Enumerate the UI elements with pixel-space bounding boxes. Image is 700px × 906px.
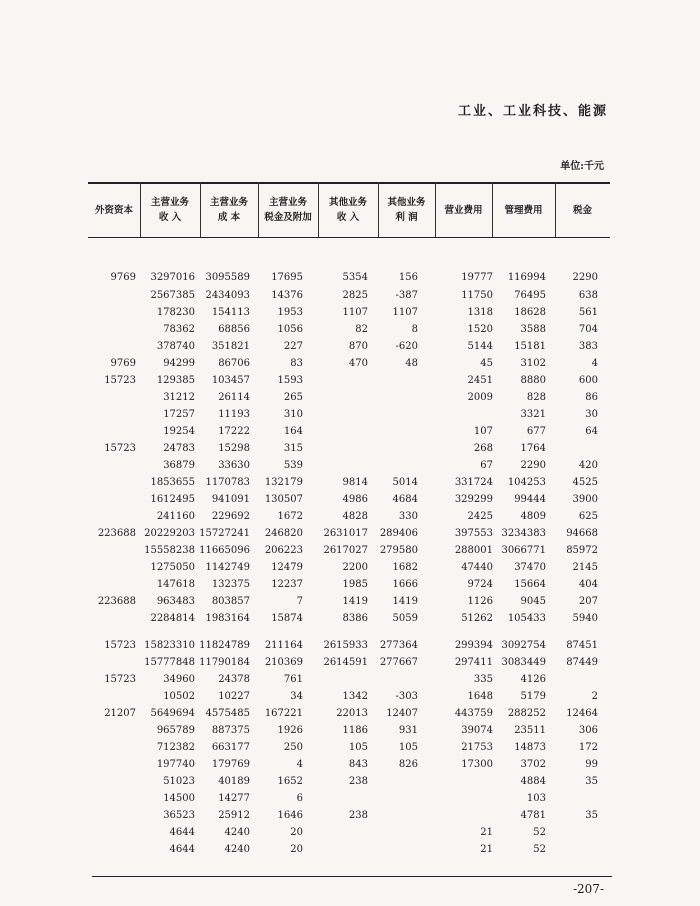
table-cell-c2: 4240 xyxy=(224,844,250,855)
table-cell-c7: 3702 xyxy=(520,759,546,770)
table-cell-c1: 10502 xyxy=(163,691,195,702)
table-cell-c1: 51023 xyxy=(163,776,195,787)
table-cell-c6: 1318 xyxy=(467,307,493,318)
table-cell-c5: 5059 xyxy=(392,613,418,624)
table-cell-c4: 2617027 xyxy=(323,545,368,556)
table-cell-c5: 4684 xyxy=(392,494,418,505)
table-cell-c7: 2290 xyxy=(520,460,546,471)
table-cell-c4: 470 xyxy=(348,358,368,369)
table-cell-c2: 2434093 xyxy=(205,290,250,301)
table-cell-c3: 130507 xyxy=(264,494,303,505)
table-cell-c1: 36879 xyxy=(163,460,195,471)
table-cell-c4: 870 xyxy=(348,341,368,352)
table-cell-c6: 299394 xyxy=(454,640,493,651)
table-cell-c6: 19777 xyxy=(461,272,493,283)
table-cell-c5: 931 xyxy=(398,725,418,736)
table-cell-c5: 277667 xyxy=(379,657,418,668)
table-cell-c6: 268 xyxy=(473,443,493,454)
table-cell-c3: 1672 xyxy=(277,511,303,522)
table-cell-c5: 1682 xyxy=(392,562,418,573)
table-cell-c3: 17695 xyxy=(271,272,303,283)
table-cell-c8: 172 xyxy=(578,742,598,753)
table-cell-c6: 288001 xyxy=(454,545,493,556)
table-cell-c8: 306 xyxy=(578,725,598,736)
table-cell-c7: 828 xyxy=(526,392,546,403)
table-cell-c3: 310 xyxy=(283,409,303,420)
column-header-c0 xyxy=(88,190,140,230)
table-cell-c3: 132179 xyxy=(264,477,303,488)
table-cell-c1: 19254 xyxy=(163,426,195,437)
table-cell-c6: 45 xyxy=(480,358,493,369)
table-cell-c2: 86706 xyxy=(218,358,250,369)
table-cell-c1: 15823310 xyxy=(144,640,195,651)
table-cell-c7: 4126 xyxy=(520,674,546,685)
table-cell-c5: 156 xyxy=(398,272,418,283)
table-cell-c3: 164 xyxy=(283,426,303,437)
table-cell-c2: 887375 xyxy=(211,725,250,736)
section-title: 工业、工业科技、能源 xyxy=(457,104,608,119)
table-cell-c6: 17300 xyxy=(461,759,493,770)
table-cell-c8: 87449 xyxy=(566,657,598,668)
table-cell-c2: 154113 xyxy=(211,307,250,318)
table-cell-c7: 288252 xyxy=(507,708,546,719)
table-cell-c5: 1419 xyxy=(392,596,418,607)
table-cell-c2: 14277 xyxy=(218,793,250,804)
column-header-c6 xyxy=(435,190,492,230)
table-cell-c3: 265 xyxy=(283,392,303,403)
table-cell-c2: 1170783 xyxy=(205,477,250,488)
table-cell-c1: 3297016 xyxy=(150,272,195,283)
table-cell-c0: 9769 xyxy=(110,358,136,369)
table-cell-c1: 129385 xyxy=(156,375,195,386)
table-cell-c3: 539 xyxy=(283,460,303,471)
table-cell-c1: 34960 xyxy=(163,674,195,685)
table-cell-c2: 941091 xyxy=(211,494,250,505)
table-cell-c4: 2631017 xyxy=(323,528,368,539)
table-cell-c8: 404 xyxy=(578,579,598,590)
table-cell-c1: 178230 xyxy=(156,307,195,318)
table-cell-c4: 1107 xyxy=(342,307,368,318)
table-cell-c0: 15723 xyxy=(104,640,136,651)
table-cell-c3: 83 xyxy=(290,358,303,369)
table-cell-c6: 47440 xyxy=(461,562,493,573)
table-cell-c0: 15723 xyxy=(104,375,136,386)
table-cell-c3: 6 xyxy=(296,793,303,804)
table-cell-c6: 67 xyxy=(480,460,493,471)
table-cell-c6: 1520 xyxy=(467,324,493,335)
table-cell-c8: 704 xyxy=(578,324,598,335)
table-cell-c6: 2451 xyxy=(467,375,493,386)
table-cell-c7: 37470 xyxy=(514,562,546,573)
table-cell-c0: 15723 xyxy=(104,443,136,454)
table-cell-c3: 1926 xyxy=(277,725,303,736)
table-cell-c2: 11790184 xyxy=(199,657,250,668)
table-cell-c6: 11750 xyxy=(461,290,493,301)
column-header-c8 xyxy=(555,190,610,230)
table-cell-c1: 17257 xyxy=(163,409,195,420)
table-cell-c6: 1648 xyxy=(467,691,493,702)
table-cell-c5: 330 xyxy=(398,511,418,522)
table-cell-c1: 1612495 xyxy=(150,494,195,505)
table-cell-c4: 2615933 xyxy=(323,640,368,651)
table-top-rule xyxy=(88,182,610,184)
table-cell-c3: 1646 xyxy=(277,810,303,821)
table-cell-c7: 5179 xyxy=(520,691,546,702)
table-cell-c7: 677 xyxy=(526,426,546,437)
table-cell-c1: 4644 xyxy=(169,827,195,838)
column-header-c3 xyxy=(258,190,318,230)
table-cell-c8: 600 xyxy=(578,375,598,386)
table-cell-c6: 21 xyxy=(480,844,493,855)
table-cell-c8: 5940 xyxy=(572,613,598,624)
table-cell-c2: 132375 xyxy=(211,579,250,590)
table-cell-c7: 3321 xyxy=(520,409,546,420)
table-cell-c7: 15181 xyxy=(514,341,546,352)
table-cell-c2: 1142749 xyxy=(205,562,250,573)
table-cell-c2: 25912 xyxy=(218,810,250,821)
table-cell-c1: 1853655 xyxy=(150,477,195,488)
table-cell-c6: 2425 xyxy=(467,511,493,522)
table-cell-c7: 4884 xyxy=(520,776,546,787)
table-cell-c2: 11193 xyxy=(218,409,250,420)
table-cell-c8: 4525 xyxy=(572,477,598,488)
table-cell-c2: 24378 xyxy=(218,674,250,685)
column-header-line: 主营业务 xyxy=(209,197,248,208)
table-cell-c8: 99 xyxy=(585,759,598,770)
table-cell-c3: 4 xyxy=(296,759,303,770)
table-cell-c3: 206223 xyxy=(264,545,303,556)
table-cell-c5: 48 xyxy=(405,358,418,369)
table-cell-c4: 843 xyxy=(348,759,368,770)
table-cell-c1: 15558238 xyxy=(144,545,195,556)
table-cell-c5: 1666 xyxy=(392,579,418,590)
table-cell-c5: 8 xyxy=(411,324,418,335)
table-cell-c5: 5014 xyxy=(392,477,418,488)
table-cell-c3: 12237 xyxy=(271,579,303,590)
table-cell-c3: 1593 xyxy=(277,375,303,386)
table-cell-c7: 76495 xyxy=(514,290,546,301)
table-cell-c4: 1186 xyxy=(342,725,368,736)
column-header-line: 主营业务 xyxy=(150,197,189,208)
table-cell-c7: 52 xyxy=(533,844,546,855)
table-cell-c8: 87451 xyxy=(566,640,598,651)
table-cell-c8: 94668 xyxy=(566,528,598,539)
table-cell-c8: 561 xyxy=(578,307,598,318)
table-cell-c5: 12407 xyxy=(386,708,418,719)
table-cell-c0: 21207 xyxy=(104,708,136,719)
table-cell-c6: 5144 xyxy=(467,341,493,352)
table-cell-c3: 20 xyxy=(290,827,303,838)
table-cell-c1: 2567385 xyxy=(150,290,195,301)
table-cell-c3: 761 xyxy=(283,674,303,685)
table-cell-c3: 250 xyxy=(283,742,303,753)
table-cell-c2: 803857 xyxy=(211,596,250,607)
table-cell-c8: 420 xyxy=(578,460,598,471)
table-cell-c1: 712382 xyxy=(156,742,195,753)
table-cell-c0: 223688 xyxy=(97,596,136,607)
column-header-line: 营业费用 xyxy=(444,204,483,216)
table-cell-c1: 24783 xyxy=(163,443,195,454)
table-cell-c1: 20229203 xyxy=(144,528,195,539)
table-cell-c2: 3095589 xyxy=(205,272,250,283)
column-header-line: 利 润 xyxy=(395,212,418,223)
table-cell-c4: 2614591 xyxy=(323,657,368,668)
table-cell-c1: 2284814 xyxy=(150,613,195,624)
table-cell-c5: -387 xyxy=(395,290,418,301)
table-cell-c1: 94299 xyxy=(163,358,195,369)
table-cell-c1: 963483 xyxy=(156,596,195,607)
table-cell-c7: 3092754 xyxy=(501,640,546,651)
table-cell-c2: 351821 xyxy=(211,341,250,352)
table-cell-c2: 40189 xyxy=(218,776,250,787)
table-cell-c7: 99444 xyxy=(514,494,546,505)
table-cell-c2: 68856 xyxy=(218,324,250,335)
table-cell-c6: 21753 xyxy=(461,742,493,753)
table-header-rule xyxy=(88,237,610,238)
table-cell-c8: 85972 xyxy=(566,545,598,556)
table-cell-c8: 2290 xyxy=(572,272,598,283)
table-cell-c6: 21 xyxy=(480,827,493,838)
column-header-line: 收 入 xyxy=(158,212,182,223)
table-cell-c8: 2145 xyxy=(572,562,598,573)
table-cell-c5: -303 xyxy=(395,691,418,702)
table-cell-c8: 35 xyxy=(585,776,598,787)
table-cell-c4: 4828 xyxy=(342,511,368,522)
table-cell-c1: 241160 xyxy=(156,511,195,522)
table-cell-c1: 78362 xyxy=(163,324,195,335)
table-cell-c6: 1126 xyxy=(467,596,493,607)
table-cell-c1: 36523 xyxy=(163,810,195,821)
table-cell-c8: 383 xyxy=(578,341,598,352)
table-cell-c1: 4644 xyxy=(169,844,195,855)
table-cell-c2: 11824789 xyxy=(199,640,250,651)
table-cell-c0: 9769 xyxy=(110,272,136,283)
table-cell-c4: 238 xyxy=(348,810,368,821)
table-cell-c1: 31212 xyxy=(163,392,195,403)
table-cell-c1: 378740 xyxy=(156,341,195,352)
table-cell-c5: 289406 xyxy=(379,528,418,539)
table-cell-c4: 4986 xyxy=(342,494,368,505)
table-cell-c3: 15874 xyxy=(271,613,303,624)
column-header-line: 税金及附加 xyxy=(264,212,312,223)
table-cell-c3: 246820 xyxy=(264,528,303,539)
table-cell-c6: 107 xyxy=(473,426,493,437)
table-cell-c8: 3900 xyxy=(572,494,598,505)
table-cell-c4: 8386 xyxy=(342,613,368,624)
column-header-line: 其他业务 xyxy=(387,197,426,208)
table-cell-c2: 4575485 xyxy=(205,708,250,719)
table-cell-c3: 1056 xyxy=(277,324,303,335)
table-cell-c7: 23511 xyxy=(514,725,546,736)
table-cell-c2: 1983164 xyxy=(205,613,250,624)
table-cell-c7: 105433 xyxy=(507,613,546,624)
table-cell-c6: 397553 xyxy=(454,528,493,539)
table-cell-c8: 64 xyxy=(585,426,598,437)
table-cell-c3: 315 xyxy=(283,443,303,454)
table-cell-c8: 35 xyxy=(585,810,598,821)
column-header-line: 外资资本 xyxy=(94,204,133,216)
table-cell-c6: 2009 xyxy=(467,392,493,403)
table-cell-c3: 227 xyxy=(283,341,303,352)
table-cell-c3: 210369 xyxy=(264,657,303,668)
table-cell-c6: 9724 xyxy=(467,579,493,590)
column-header-c1 xyxy=(140,190,200,230)
column-header-line: 管理费用 xyxy=(504,204,543,216)
table-cell-c8: 30 xyxy=(585,409,598,420)
table-cell-c4: 105 xyxy=(348,742,368,753)
table-cell-c2: 10227 xyxy=(218,691,250,702)
table-cell-c8: 207 xyxy=(578,596,598,607)
table-cell-c7: 3066771 xyxy=(501,545,546,556)
column-header-line: 税金 xyxy=(572,204,592,216)
table-cell-c1: 15777848 xyxy=(144,657,195,668)
table-cell-c1: 147618 xyxy=(156,579,195,590)
table-cell-c3: 12479 xyxy=(271,562,303,573)
table-cell-c3: 1953 xyxy=(277,307,303,318)
column-header-c7 xyxy=(492,190,555,230)
table-cell-c1: 5649694 xyxy=(150,708,195,719)
table-cell-c6: 39074 xyxy=(461,725,493,736)
table-cell-c6: 335 xyxy=(473,674,493,685)
column-header-line: 其他业务 xyxy=(328,197,367,208)
table-cell-c4: 5354 xyxy=(342,272,368,283)
table-cell-c1: 14500 xyxy=(163,793,195,804)
table-cell-c4: 82 xyxy=(355,324,368,335)
table-cell-c5: -620 xyxy=(395,341,418,352)
table-cell-c2: 663177 xyxy=(211,742,250,753)
table-cell-c8: 86 xyxy=(585,392,598,403)
table-cell-c1: 197740 xyxy=(156,759,195,770)
page-number: -207- xyxy=(572,882,604,896)
table-cell-c6: 329299 xyxy=(454,494,493,505)
table-cell-c8: 12464 xyxy=(566,708,598,719)
unit-label: 单位:千元 xyxy=(560,161,604,172)
table-cell-c7: 18628 xyxy=(514,307,546,318)
table-cell-c2: 11665096 xyxy=(199,545,250,556)
column-header-line: 收 入 xyxy=(336,212,360,223)
table-cell-c7: 9045 xyxy=(520,596,546,607)
table-cell-c5: 277364 xyxy=(379,640,418,651)
table-cell-c4: 1985 xyxy=(342,579,368,590)
column-header-c4 xyxy=(318,190,378,230)
table-cell-c3: 7 xyxy=(296,596,303,607)
table-cell-c2: 33630 xyxy=(218,460,250,471)
table-cell-c7: 4781 xyxy=(520,810,546,821)
table-cell-c2: 179769 xyxy=(211,759,250,770)
column-header-line: 主营业务 xyxy=(268,197,307,208)
table-cell-c4: 2825 xyxy=(342,290,368,301)
table-cell-c7: 3083449 xyxy=(501,657,546,668)
table-cell-c2: 4240 xyxy=(224,827,250,838)
table-cell-c2: 103457 xyxy=(211,375,250,386)
table-cell-c2: 229692 xyxy=(211,511,250,522)
table-cell-c4: 238 xyxy=(348,776,368,787)
column-header-c5 xyxy=(378,190,435,230)
table-cell-c2: 15727241 xyxy=(199,528,250,539)
table-cell-c1: 1275050 xyxy=(150,562,195,573)
table-cell-c7: 1764 xyxy=(520,443,546,454)
table-cell-c8: 2 xyxy=(591,691,598,702)
table-cell-c5: 826 xyxy=(398,759,418,770)
table-cell-c3: 20 xyxy=(290,844,303,855)
table-cell-c2: 26114 xyxy=(218,392,250,403)
table-cell-c3: 1652 xyxy=(277,776,303,787)
table-cell-c7: 8880 xyxy=(520,375,546,386)
column-header-line: 成 本 xyxy=(217,212,241,223)
table-cell-c6: 443759 xyxy=(454,708,493,719)
table-cell-c7: 3234383 xyxy=(501,528,546,539)
footer-rule xyxy=(92,876,612,877)
table-cell-c2: 17222 xyxy=(218,426,250,437)
table-cell-c7: 4809 xyxy=(520,511,546,522)
table-cell-c7: 52 xyxy=(533,827,546,838)
table-cell-c0: 15723 xyxy=(104,674,136,685)
table-cell-c7: 104253 xyxy=(507,477,546,488)
table-cell-c7: 15664 xyxy=(514,579,546,590)
table-cell-c6: 331724 xyxy=(454,477,493,488)
table-cell-c5: 1107 xyxy=(392,307,418,318)
table-cell-c7: 3588 xyxy=(520,324,546,335)
table-cell-c7: 116994 xyxy=(507,272,546,283)
table-cell-c2: 15298 xyxy=(218,443,250,454)
table-cell-c0: 223688 xyxy=(97,528,136,539)
table-cell-c1: 965789 xyxy=(156,725,195,736)
table-cell-c8: 4 xyxy=(591,358,598,369)
table-cell-c7: 3102 xyxy=(520,358,546,369)
column-header-c2 xyxy=(200,190,258,230)
table-cell-c4: 22013 xyxy=(336,708,368,719)
table-cell-c3: 211164 xyxy=(264,640,303,651)
table-cell-c4: 9814 xyxy=(342,477,368,488)
table-cell-c8: 625 xyxy=(578,511,598,522)
table-cell-c4: 2200 xyxy=(342,562,368,573)
table-cell-c3: 34 xyxy=(290,691,303,702)
table-cell-c3: 167221 xyxy=(264,708,303,719)
table-cell-c5: 105 xyxy=(398,742,418,753)
table-cell-c6: 297411 xyxy=(454,657,493,668)
table-cell-c4: 1419 xyxy=(342,596,368,607)
table-cell-c7: 14873 xyxy=(514,742,546,753)
table-cell-c6: 51262 xyxy=(461,613,493,624)
table-cell-c5: 279580 xyxy=(379,545,418,556)
table-cell-c7: 103 xyxy=(526,793,546,804)
table-cell-c3: 14376 xyxy=(271,290,303,301)
table-cell-c8: 638 xyxy=(578,290,598,301)
table-cell-c4: 1342 xyxy=(342,691,368,702)
